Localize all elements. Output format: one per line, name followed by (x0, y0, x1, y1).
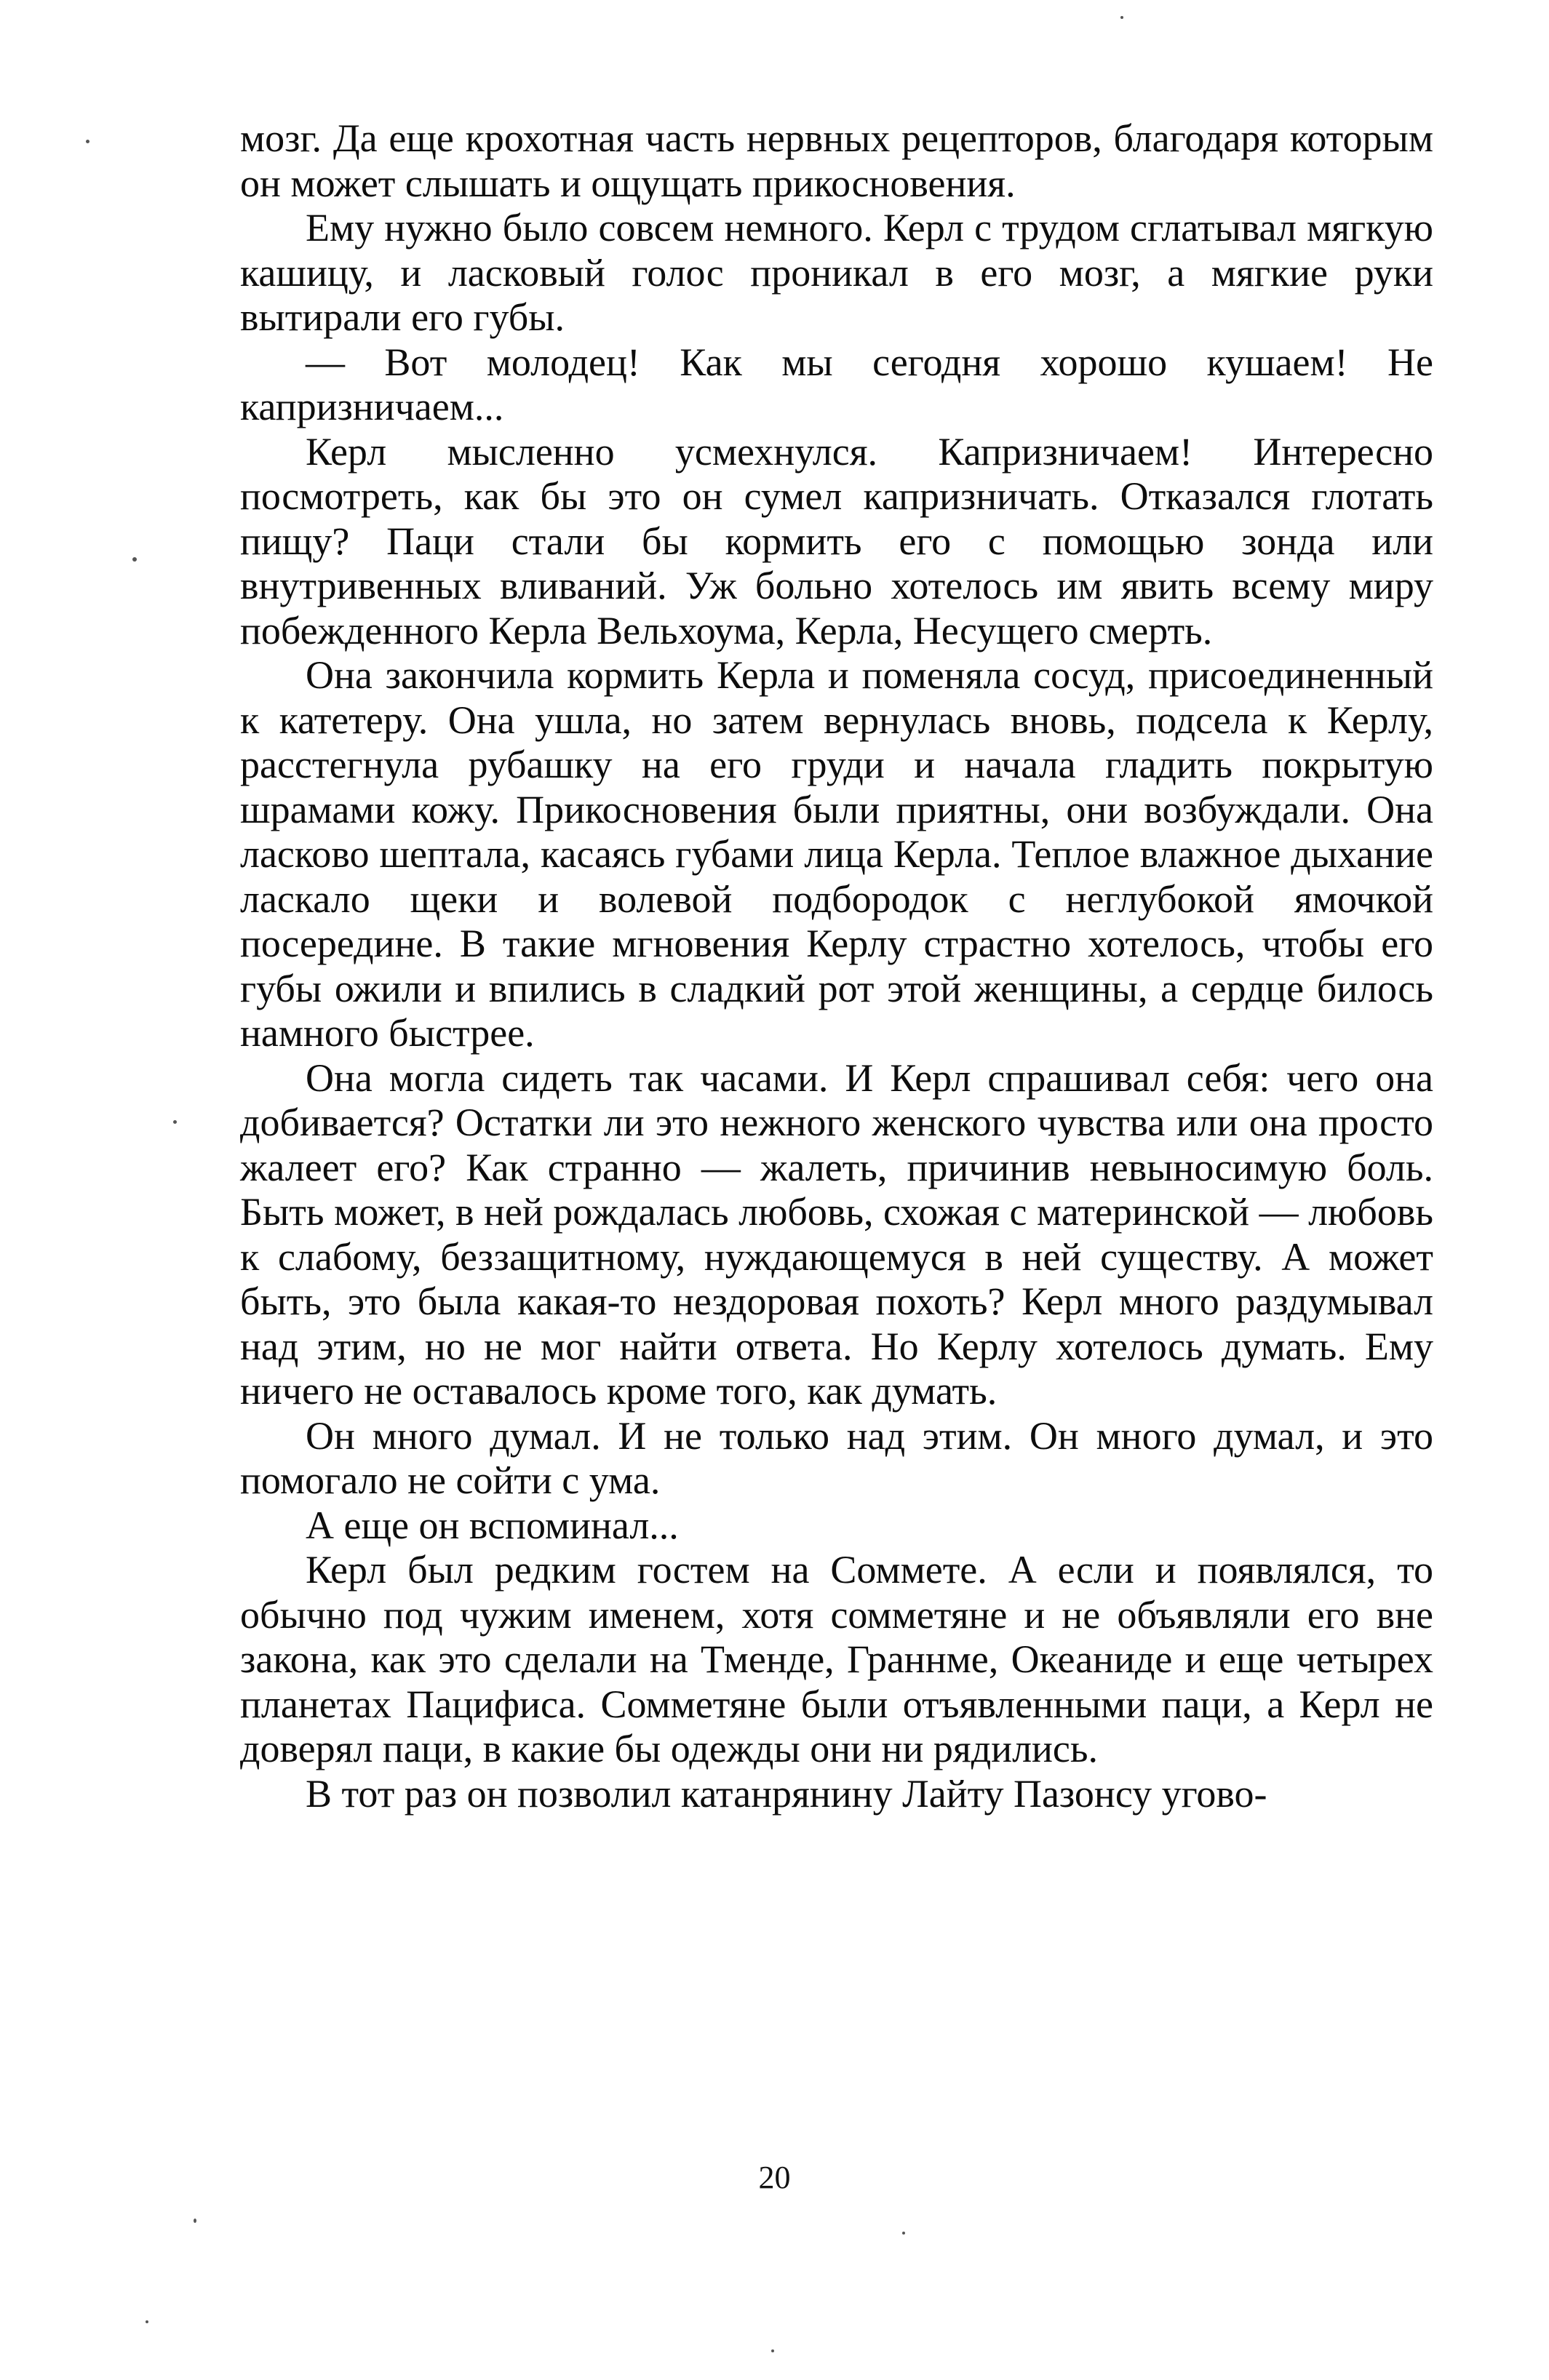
scan-speck (1120, 16, 1123, 19)
paragraph: Ему нужно было совсем немного. Керл с трудом сглатывал мягкую кашицу, и ласковый голос проникал в его мозг, а мягкие руки вытирали его губы. (240, 206, 1433, 339)
page-number: 20 (758, 2160, 791, 2195)
scan-speck (173, 1120, 177, 1124)
paragraph: Керл был редким гостем на Соммете. А если и появлялся, то обычно под чужим именем, хотя сомметяне и не объявляли его вне закона, как это сделали на Тменде, Граннме, Океаниде и еще четырех планетах Пацифиса. Сомметяне были отъявленными паци, а Керл не доверял паци, в какие бы одежды они ни рядились. (240, 1548, 1433, 1770)
paragraph: Она закончила кормить Керла и поменяла сосуд, присоединенный к катетеру. Она ушла, но затем вернулась вновь, подсела к Керлу, расстегнула рубашку на его груди и начала гладить покрытую шрамами кожу. Прикосновения были приятны, они возбуждали. Она ласково шептала, касаясь губами лица Керла. Теплое влажное дыхание ласкало щеки и волевой подбородок с неглубокой ямочкой посередине. В такие мгновения Керлу страстно хотелось, чтобы его губы ожили и впились в сладкий рот этой женщины, а сердце билось намного быстрее. (240, 653, 1433, 1055)
scan-speck (902, 2232, 905, 2235)
scan-speck (771, 2349, 774, 2352)
paragraph: Она могла сидеть так часами. И Керл спрашивал себя: чего она добивается? Остатки ли это нежного женского чувства или она просто жалеет его? Как странно — жалеть, причинив невыносимую боль. Быть может, в ней рождалась любовь, схожая с материнской — любовь к слабому, беззащитному, нуждающемуся в ней существу. А может быть, это была какая-то нездоровая похоть? Керл много раздумывал над этим, но не мог найти ответа. Но Керлу хотелось думать. Ему ничего не оставалось кроме того, как думать. (240, 1055, 1433, 1413)
scan-speck (194, 2219, 196, 2223)
scan-speck (132, 557, 137, 562)
paragraph: А еще он вспоминал... (306, 1503, 679, 1547)
paragraph: мозг. Да еще крохотная часть нервных рецепторов, благодаря которым он может слышать и ощущать прикосновения. (240, 116, 1433, 205)
paragraph: В тот раз он позволил катанрянину Лайту Пазонсу угово- (306, 1771, 1267, 1816)
body-text (240, 116, 1433, 1816)
paragraph: — Вот молодец! Как мы сегодня хорошо кушаем! Не капризничаем... (240, 340, 1433, 428)
paragraph: Керл мысленно усмехнулся. Капризничаем! Интересно посмотреть, как бы это он сумел капризничать. Отказался глотать пищу? Паци стали бы кормить его с помощью зонда или внутривенных вливаний. Уж больно хотелось им явить всему миру побежденного Керла Вельхоума, Керла, Несущего смерть. (240, 429, 1433, 652)
scan-speck (86, 140, 89, 143)
paragraph: Он много думал. И не только над этим. Он много думал, и это помогало не сойти с ума. (240, 1413, 1433, 1502)
scan-speck (146, 2320, 148, 2323)
